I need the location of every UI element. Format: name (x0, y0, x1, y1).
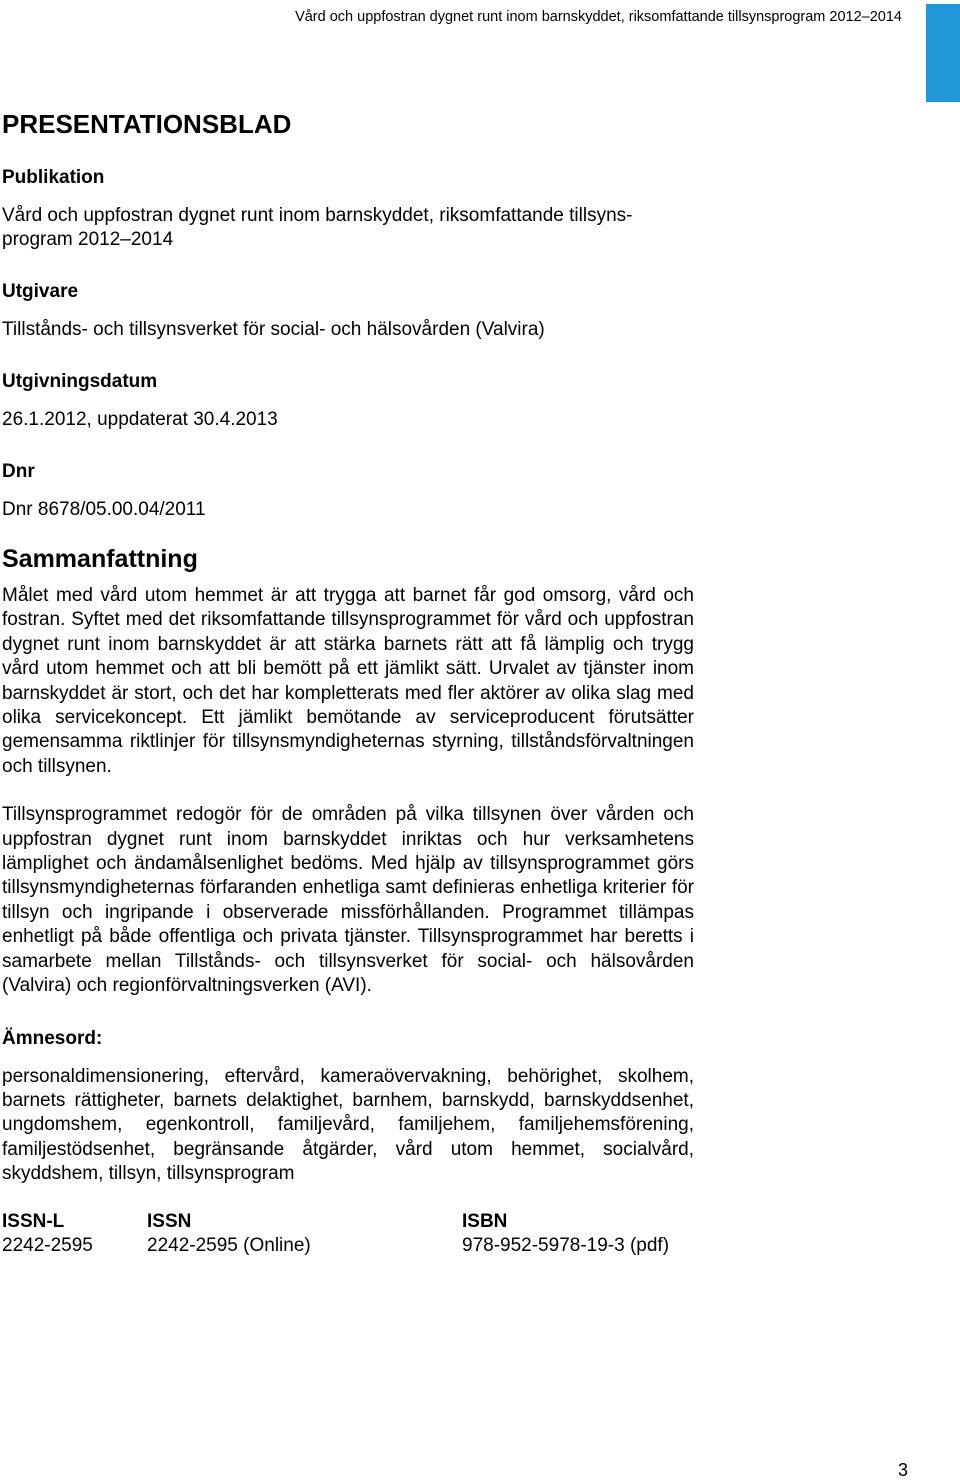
identifier-value-issn: 2242-2595 (Online) (147, 1234, 311, 1256)
accent-bar (926, 4, 960, 102)
identifiers-row (2, 1210, 694, 1258)
identifier-label-issn-l: ISSN-L (2, 1210, 65, 1232)
summary-section (2, 544, 694, 999)
field-value-publication-date: 26.1.2012, uppdaterat 30.4.2013 (2, 409, 278, 430)
field-publication (2, 166, 694, 252)
field-value-publisher: Tillstånds- och tillsynsverket för social- och hälsovården (Valvira) (2, 319, 545, 340)
identifier-issn-l (2, 1210, 147, 1258)
identifier-label-isbn: ISBN (462, 1210, 508, 1232)
identifier-issn (147, 1210, 462, 1258)
page-title: PRESENTATIONSBLAD (2, 109, 292, 139)
identifier-label-issn: ISSN (147, 1210, 192, 1232)
identifier-value-isbn: 978-952-5978-19-3 (pdf) (462, 1234, 670, 1256)
field-value-dnr: Dnr 8678/05.00.04/2011 (2, 499, 206, 520)
field-value-publication-line-1: Vård och uppfostran dygnet runt inom barnskyddet, riksomfattande tillsyns- (2, 205, 633, 226)
summary-paragraph-2: Tillsynsprogrammet redogör för de områden på vilka tillsynen över vården och uppfostran dygnet runt inom barnskyddet inriktas och hur verksamhetens lämplighet och ändamålsenlighet bedöms. Med hjälp av tillsynsprogrammet görs tillsynsmyndigheternas förfaranden enhetliga samt definieras enhetliga kriterier för tillsyn och ingripande i observerade missförhållanden. Programmet tillämpas enhetligt på både offentliga och privata tjänster. Tillsynsprogrammet har beretts i samarbete mellan Tillstånds- och tillsynsverket för social- och hälsovården (Valvira) och regionförvaltningsverken (AVI). (2, 804, 694, 997)
field-publication-date (2, 370, 694, 432)
identifier-value-issn-l: 2242-2595 (2, 1234, 93, 1256)
field-value-publication-line-2: program 2012–2014 (2, 229, 174, 250)
field-label-publication: Publikation (2, 167, 105, 188)
summary-paragraph-1: Målet med vård utom hemmet är att trygga att barnet får god omsorg, vård och fostran. Syftet med det riksomfattande tillsynsprogrammet för vård och uppfostran dygnet runt inom barnskyddet är att stärka barnets rätt att få lämplig och trygg vård utom hemmet och att bli bemött på ett jämlikt sätt. Urvalet av tjänster inom barnskyddet är stort, och det har kompletterats med fler aktörer av olika slag med olika servicekoncept. Ett jämlikt bemötande av serviceproducent förutsätter gemensamma riktlinjer för tillsynsmyndigheternas styrning, tillståndsförvaltningen och tillsynen. (2, 585, 694, 777)
field-label-publication-date: Utgivningsdatum (2, 371, 158, 392)
identifier-isbn (462, 1210, 669, 1258)
field-dnr (2, 460, 694, 522)
keywords-text: personaldimensionering, eftervård, kameraövervakning, behörighet, skolhem, barnets rättigheter, barnets delaktighet, barnhem, barnskydd, barnskyddsenhet, ungdomshem, egenkontroll, familjevård, familjehem, familjehemsförening, familjestödsenhet, begränsande åtgärder, vård utom hemmet, socialvård, skyddshem, tillsyn, tillsynsprogram (2, 1065, 694, 1185)
page-number: 3 (897, 1460, 908, 1480)
field-label-publisher: Utgivare (2, 281, 79, 302)
summary-heading: Sammanfattning (2, 545, 198, 573)
running-header: Vård och uppfostran dygnet runt inom barnskyddet, riksomfattande tillsynsprogram 2012–2014 (295, 9, 902, 25)
presentation-sheet (2, 104, 694, 1258)
keywords-label: Ämnesord: (2, 1027, 103, 1049)
keywords-section (2, 1027, 694, 1187)
field-publisher (2, 280, 694, 342)
field-label-dnr: Dnr (2, 461, 35, 482)
